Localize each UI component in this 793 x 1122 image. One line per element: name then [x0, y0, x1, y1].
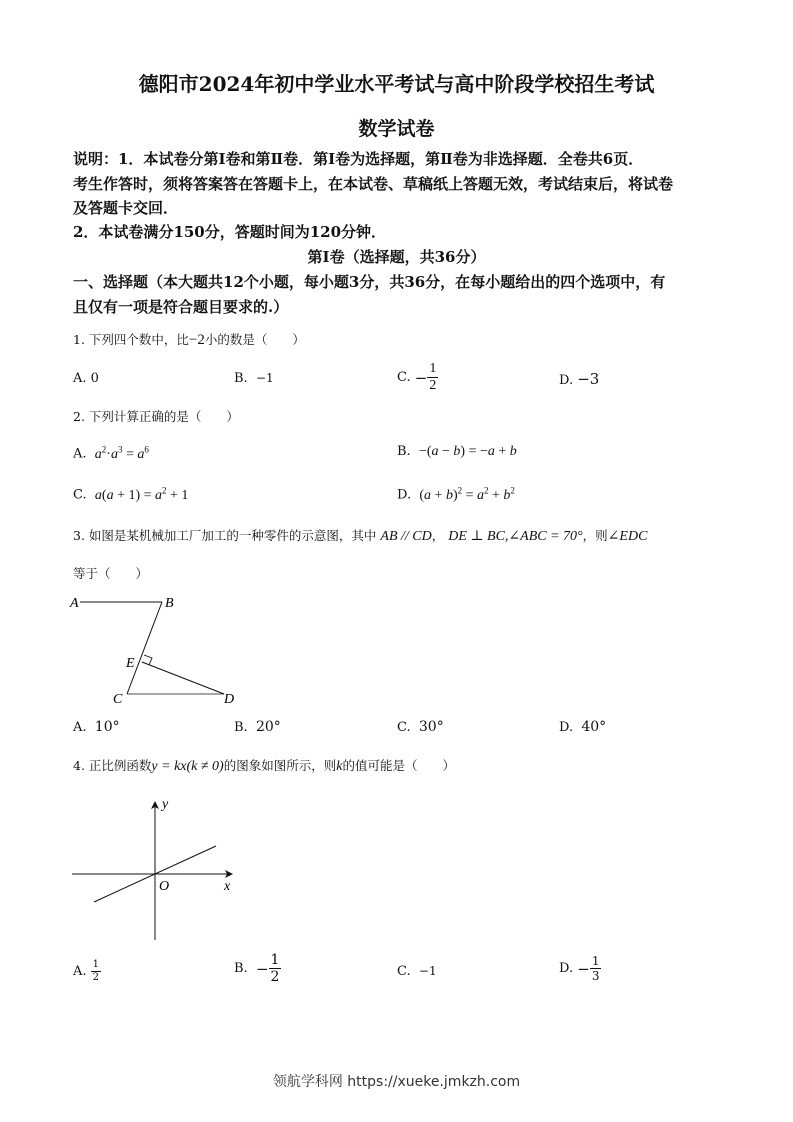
q1-option-a[interactable] [73, 371, 99, 386]
footer-watermark[interactable]: 领航学科网 https://xueke.jmkzh.com [272, 1074, 521, 1090]
fraction-denominator: 2 [92, 972, 100, 983]
section-desc-line-1: 一、选择题（本大题共12个小题，每小题3分，共36分，在每小题给出的四个选项中，有 [73, 273, 666, 291]
q1-stem [73, 330, 305, 349]
instruction-line-2: 考生作答时，须将答案答在答题卡上，在本试卷、草稿纸上答题无效，考试结束后，将试卷 [73, 175, 674, 193]
fraction-numerator: 1 [270, 952, 280, 968]
q3-stem-math-angle: ∠EDC [607, 529, 648, 544]
option-value: −3 [577, 370, 600, 388]
q1-option-d[interactable] [559, 370, 599, 388]
q1-option-c-fraction [427, 362, 438, 393]
label-e: E [126, 656, 135, 671]
instruction-line-1: 说明：1．本试卷分第Ⅰ卷和第Ⅱ卷．第Ⅰ卷为选择题，第Ⅱ卷为非选择题．全卷共6页． [73, 150, 644, 168]
option-label: D. [559, 720, 574, 735]
fraction-numerator: 1 [429, 361, 437, 376]
q1-stem-number: −2 [188, 332, 205, 348]
option-label: D. [559, 373, 574, 388]
option-label: B. [234, 371, 248, 386]
label-c: C [113, 692, 123, 707]
section-heading: 第Ⅰ卷（选择题，共36分） [307, 248, 486, 266]
exam-subtitle: 数学试卷 [358, 118, 435, 140]
option-label: A. [73, 964, 87, 979]
q1-stem-text: 1. 下列四个数中，比 [73, 332, 189, 347]
option-value: 40° [581, 719, 607, 735]
option-label: C. [73, 487, 87, 503]
option-sign: − [577, 959, 590, 978]
q3-stem-math-perpendicular: DE ⊥ BC,∠ABC = 70° [448, 529, 583, 544]
label-d: D [224, 692, 235, 707]
q3-option-a[interactable] [73, 719, 120, 735]
label-x: x [224, 879, 231, 894]
q4-option-b[interactable] [234, 953, 281, 984]
label-y: y [162, 797, 169, 812]
option-value: 10° [94, 719, 120, 735]
option-value: 0 [90, 371, 99, 386]
q3-option-d[interactable] [559, 719, 606, 735]
q3-figure [66, 590, 246, 708]
q4-option-c[interactable] [397, 964, 437, 979]
q3-stem-text-mid: ，则 [582, 528, 608, 543]
option-label: B. [397, 444, 411, 459]
option-sign: − [414, 368, 428, 387]
fraction-denominator: 3 [591, 969, 600, 983]
q2-stem: 2. 下列计算正确的是（ ） [73, 409, 239, 424]
q4-option-a-fraction [91, 960, 101, 983]
option-label: D. [397, 487, 412, 503]
q2-option-a-expression: $a^2\cdot a^3 = a^6$ [94, 444, 149, 462]
option-value: 30° [418, 719, 444, 735]
fraction-denominator: 2 [270, 969, 280, 985]
option-label: B. [234, 961, 248, 976]
fraction-numerator: 1 [92, 959, 100, 970]
q4-option-a[interactable] [73, 960, 101, 983]
option-label: C. [397, 964, 411, 979]
option-label: C. [397, 720, 411, 735]
option-label: B. [234, 720, 248, 735]
q1-option-b[interactable] [234, 371, 274, 386]
fraction-numerator: 1 [591, 954, 600, 968]
option-label: A. [73, 371, 87, 386]
q4-stem-math-function: y = kx(k ≠ 0) [151, 759, 224, 774]
q4-figure [66, 796, 246, 944]
instruction-line-3: 及答题卡交回． [73, 199, 179, 217]
q3-stem-text: 3. 如图是某机械加工厂加工的一种零件的示意图，其中 [73, 528, 377, 543]
q4-option-d-fraction [590, 955, 602, 982]
q4-stem-text-end: 的值可能是（ ） [342, 758, 455, 773]
option-label: A. [73, 720, 87, 735]
option-value: −1 [255, 371, 274, 385]
q1-option-c[interactable] [397, 362, 438, 393]
option-label: D. [559, 961, 574, 976]
fraction-denominator: 2 [429, 378, 437, 393]
q4-stem-text-mid: 的图象如图所示，则 [223, 758, 337, 773]
q3-stem-math-parallel: AB // CD [380, 529, 432, 544]
q4-option-d[interactable] [559, 955, 601, 982]
q2-option-c[interactable] [73, 485, 188, 504]
q2-option-c-expression: $a(a + 1) = a^2 + 1$ [94, 485, 189, 503]
q4-stem [73, 756, 455, 775]
q2-option-a[interactable] [73, 444, 149, 463]
option-label: A. [73, 446, 87, 462]
option-label: C. [397, 370, 411, 385]
q3-option-b[interactable] [234, 719, 281, 735]
option-value: 20° [255, 719, 281, 735]
q4-stem-text: 4. 正比例函数 [73, 758, 152, 773]
label-a: A [70, 596, 79, 611]
q1-stem-text-end: 小的数是（ ） [204, 332, 305, 347]
q2-option-d[interactable] [397, 485, 515, 504]
q3-stem: 3. 如图是某机械加工厂加工的一种零件的示意图，其中 AB // CD， DE ⊥ BC,∠ABC = 70°，则∠EDC [73, 528, 648, 544]
label-origin: O [159, 879, 170, 894]
q2-option-b-expression: −(a − b) = −a + b [418, 444, 517, 459]
option-sign: − [255, 959, 269, 978]
q2-option-b[interactable] [397, 444, 517, 460]
segment-bc [127, 602, 162, 694]
q2-option-d-expression: $(a + b)^2 = a^2 + b^2$ [419, 485, 515, 503]
q3-stem-line-2: 等于（ ） [73, 566, 149, 581]
section-desc-line-2: 且仅有一项是符合题目要求的.） [73, 298, 289, 316]
segment-ed [142, 662, 224, 694]
instruction-line-4: 2．本试卷满分150分，答题时间为120分钟． [73, 223, 387, 241]
q4-stem-math-k: k [336, 759, 343, 774]
q3-option-c[interactable] [397, 719, 444, 735]
q4-option-b-fraction [269, 953, 282, 984]
option-value: −1 [418, 964, 437, 978]
label-b: B [165, 596, 174, 611]
exam-title: 德阳市2024年初中学业水平考试与高中阶段学校招生考试 [138, 72, 655, 96]
